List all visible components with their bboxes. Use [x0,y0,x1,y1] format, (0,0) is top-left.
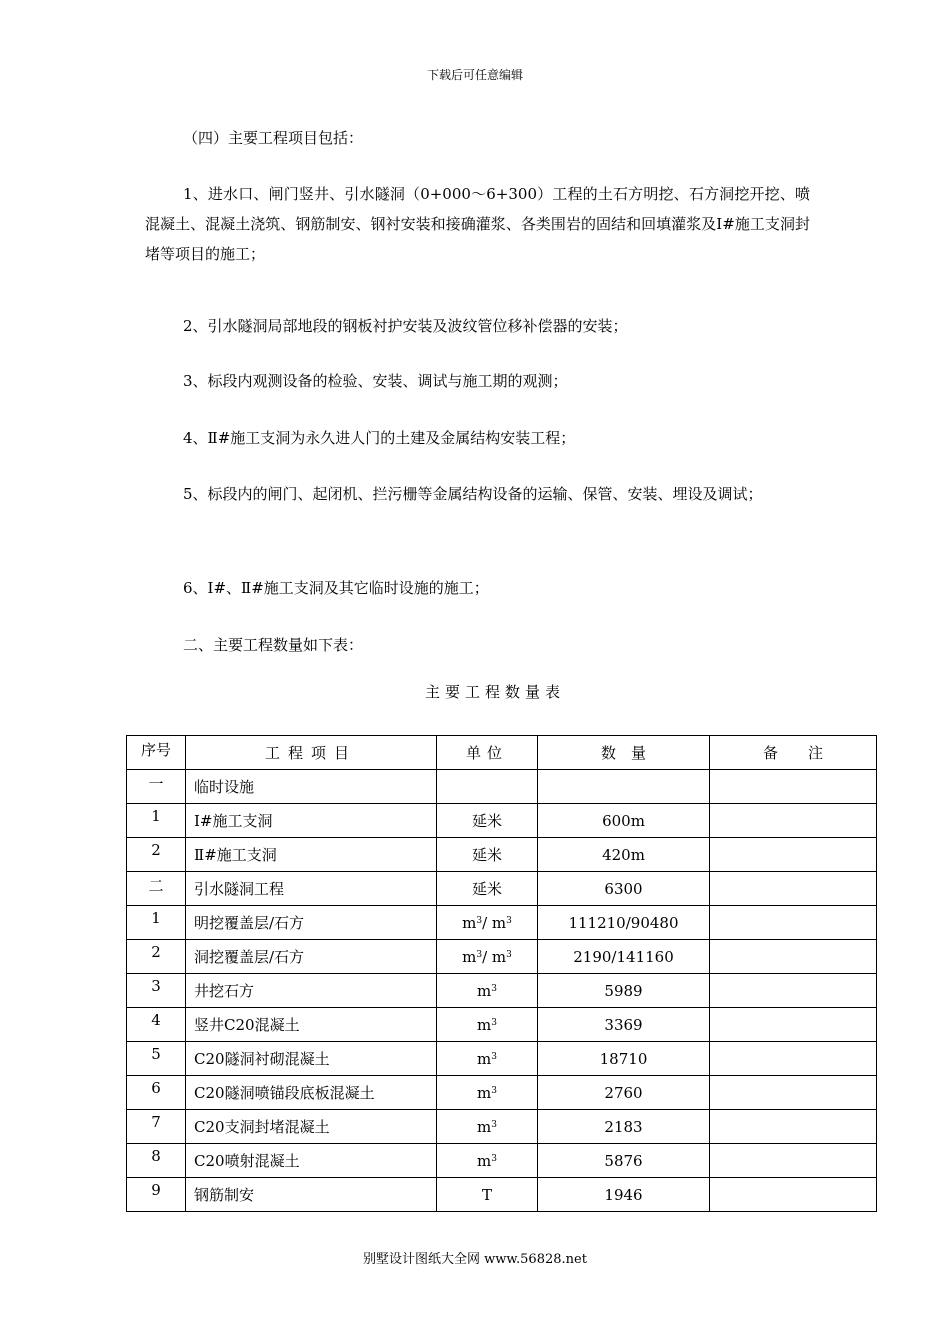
row-no-cell: 2 [127,940,186,974]
row-unit-cell: 延米 [437,872,538,906]
row-item-cell: Ⅱ#施工支洞 [186,838,437,872]
table-row [127,838,877,872]
row-qty-cell: 6300 [538,872,710,906]
row-unit-cell: $m^3/$ $m^3$ [437,906,538,940]
row-note-cell [710,906,877,940]
table-row [127,940,877,974]
table-row [127,1008,877,1042]
table-row [127,1076,877,1110]
row-unit-cell: 延米 [437,804,538,838]
row-qty-cell [538,770,710,804]
row-no-cell: 二 [127,872,186,906]
row-note-cell [710,770,877,804]
header-no: 序号 [127,736,186,770]
footer-note: 别墅设计图纸大全网 www.56828.net [363,1252,587,1267]
table-row [127,872,877,906]
row-no-cell: 6 [127,1076,186,1110]
row-no-cell: 一 [127,770,186,804]
header-qty: 数 量 [538,736,710,770]
row-no-cell: 7 [127,1110,186,1144]
section-heading-quantities: 二、主要工程数量如下表： [183,636,364,654]
row-item-cell: Ⅰ#施工支洞 [186,804,437,838]
row-item-cell: C20支洞封堵混凝土 [186,1110,437,1144]
row-item-cell: 竖井C20混凝土 [186,1008,437,1042]
row-note-cell [710,804,877,838]
row-item-cell: 钢筋制安 [186,1178,437,1212]
row-qty-cell: 3369 [538,1008,710,1042]
row-note-cell [710,1008,877,1042]
row-note-cell [710,872,877,906]
row-qty-cell: 111210/90480 [538,906,710,940]
row-qty-cell: 5876 [538,1144,710,1178]
table-row [127,1042,877,1076]
header-item: 工程项目 [186,736,437,770]
row-no-cell: 1 [127,906,186,940]
table-title: 主要工程数量表 [424,683,565,701]
row-note-cell [710,1076,877,1110]
row-qty-cell: 2190/141160 [538,940,710,974]
row-note-cell [710,1178,877,1212]
row-unit-cell: 延米 [437,838,538,872]
header-note-col: 备 注 [710,736,877,770]
row-note-cell [710,940,877,974]
row-qty-cell: 1946 [538,1178,710,1212]
row-note-cell [710,838,877,872]
row-note-cell [710,1144,877,1178]
row-qty-cell: 18710 [538,1042,710,1076]
table-row [127,1110,877,1144]
row-note-cell [710,1042,877,1076]
table-row [127,1178,877,1212]
table-row [127,770,877,804]
table-row [127,974,877,1008]
row-unit-cell: $m^3$ [437,1144,538,1178]
quantity-table [126,735,877,1212]
row-item-cell: C20隧洞衬砌混凝土 [186,1042,437,1076]
table-row [127,906,877,940]
row-no-cell: 8 [127,1144,186,1178]
item-paragraph-6: 6、Ⅰ#、Ⅱ#施工支洞及其它临时设施的施工； [183,579,489,597]
row-unit-cell: T [437,1178,538,1212]
row-item-cell: 井挖石方 [186,974,437,1008]
row-no-cell: 1 [127,804,186,838]
row-no-cell: 5 [127,1042,186,1076]
row-no-cell: 2 [127,838,186,872]
row-item-cell: 临时设施 [186,770,437,804]
row-qty-cell: 420m [538,838,710,872]
row-unit-cell: $m^3$ [437,1008,538,1042]
row-item-cell: C20喷射混凝土 [186,1144,437,1178]
table-row [127,1144,877,1178]
row-item-cell: 引水隧洞工程 [186,872,437,906]
row-unit-cell: $m^3$ [437,1042,538,1076]
item-paragraph-3: 3、标段内观测设备的检验、安装、调试与施工期的观测； [183,372,568,390]
row-item-cell: 明挖覆盖层/石方 [186,906,437,940]
row-unit-cell: $m^3$ [437,1076,538,1110]
row-no-cell: 4 [127,1008,186,1042]
table-header-row [127,736,877,770]
item-paragraph-4: 4、Ⅱ#施工支洞为永久进人门的土建及金属结构安装工程； [183,429,576,447]
row-qty-cell: 600m [538,804,710,838]
row-unit-cell: $m^3$ [437,1110,538,1144]
row-unit-cell [437,770,538,804]
row-note-cell [710,1110,877,1144]
row-unit-cell: $m^3/$ $m^3$ [437,940,538,974]
section-heading-main-items: （四）主要工程项目包括： [183,129,364,147]
item-paragraph-5: 5、标段内的闸门、起闭机、拦污栅等金属结构设备的运输、保管、安装、埋设及调试； [183,485,763,503]
row-qty-cell: 2183 [538,1110,710,1144]
row-qty-cell: 5989 [538,974,710,1008]
row-no-cell: 9 [127,1178,186,1212]
row-note-cell [710,974,877,1008]
header-note: 下载后可任意编辑 [426,68,523,82]
item-paragraph-2: 2、引水隧洞局部地段的钢板衬护安装及波纹管位移补偿器的安装； [183,317,628,335]
table-row [127,804,877,838]
row-qty-cell: 2760 [538,1076,710,1110]
item-paragraph-1: 1、进水口、闸门竖井、引水隧洞（0+000～6+300）工程的土石方明挖、石方洞挖开挖、喷混凝土、混凝土浇筑、钢筋制安、钢衬安装和接确灌浆、各类围岩的固结和回填灌浆及Ⅰ#施工支洞封堵等项目的施工； [145,185,810,263]
header-unit: 单位 [437,736,538,770]
row-unit-cell: $m^3$ [437,974,538,1008]
row-item-cell: 洞挖覆盖层/石方 [186,940,437,974]
row-item-cell: C20隧洞喷锚段底板混凝土 [186,1076,437,1110]
row-no-cell: 3 [127,974,186,1008]
